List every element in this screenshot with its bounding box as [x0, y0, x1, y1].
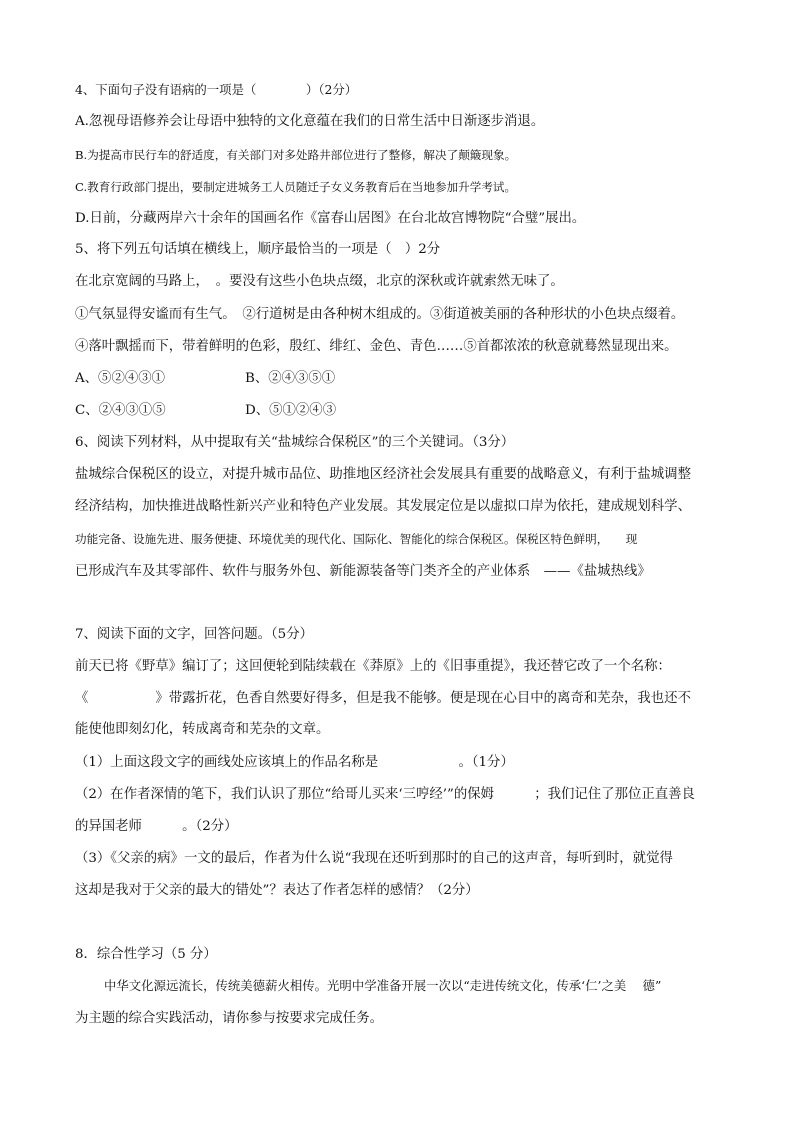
q4-option-a: A.忽视母语修养会让母语中独特的文化意蕴在我们的日常生活中日渐逐步消退。	[75, 114, 545, 129]
q4-option-d: D.日前，分藏两岸六十余年的国画名作《富春山居图》在台北故宫博物院“合璧”展出。	[75, 211, 586, 226]
q8-title: 8．综合性学习（5 分）	[75, 947, 217, 962]
q7-subquestion-3a: （3）《父亲的病》一文的最后，作者为什么说“我现在还听到那时的自己的这声音，每听到时，就觉得	[75, 851, 673, 866]
q5-option-b: B、②④③⑤①	[245, 371, 336, 386]
q7-passage-3: 能使他即刻幻化，转成离奇和芜杂的文章。	[75, 722, 330, 737]
q7-passage-1: 前天已将《野草》编订了；这回便轮到陆续载在《莽原》上的《旧事重提》，我还替它改了一个名称：	[75, 659, 671, 674]
q5-sentences-1: ①气氛显得安谧而有生气。 ②行道树是由各种树木组成的。③街道被美丽的各种形状的小色块点缀着。	[75, 307, 685, 322]
q8-paragraph-1: 中华文化源远流长，传统美德薪火相传。光明中学准备开展一次以“走进传统文化，传承‘仁’之美 德”	[104, 978, 662, 993]
q7-title: 7、阅读下面的文字，回答问题。（5分）	[75, 627, 313, 642]
q5-option-a: A、⑤②④③①	[75, 371, 166, 386]
q8-paragraph-2: 为主题的综合实践活动，请你参与按要求完成任务。	[75, 1011, 383, 1026]
q7-passage-2: 《 》带露折花，色香自然要好得多，但是我不能够。便是现在心目中的离奇和芜杂，我也还不	[75, 691, 691, 706]
q5-option-d: D、⑤①②④③	[245, 403, 337, 418]
q5-title: 5、将下列五句话填在横线上，顺序最恰当的一项是（ ）2分	[75, 242, 441, 257]
q5-option-c: C、②④③①⑤	[75, 403, 166, 418]
q4-option-b: B.为提高市民行车的舒适度，有关部门对多处路井部位进行了整修，解决了颠簸现象。	[75, 148, 517, 162]
q6-paragraph-3: 功能完备、设施先进、服务便捷、环境优美的现代化、国际化、智能化的综合保税区。保税区特色鲜明， 现	[75, 532, 638, 546]
q4-option-c: C.教育行政部门提出，要制定进城务工人员随迁子女义务教育后在当地参加升学考试。	[75, 180, 517, 194]
q6-paragraph-4: 已形成汽车及其零部件、软件与服务外包、新能源装备等门类齐全的产业体系 ——《盐城热线》	[75, 564, 651, 579]
q7-subquestion-2a: （2）在作者深情的笔下，我们认识了那位“给哥儿买来‘三哼经’”的保姆 ；我们记住了那位正直善良	[75, 787, 695, 802]
q6-paragraph-1: 盐城综合保税区的设立，对提升城市品位、助推地区经济社会发展具有重要的战略意义，有利于盐城调整	[75, 467, 691, 482]
q6-paragraph-2: 经济结构，加快推进战略性新兴产业和特色产业发展。其发展定位是以虚拟口岸为依托，建成规划科学、	[75, 499, 691, 514]
q4-title: 4、下面句子没有语病的一项是（ ）（2分）	[75, 82, 358, 97]
q7-subquestion-1: （1）上面这段文字的画线处应该填上的作品名称是 。（1分）	[75, 755, 514, 770]
q7-subquestion-2b: 的异国老师 。（2分）	[75, 819, 238, 834]
q7-subquestion-3b: 这却是我对于父亲的最大的错处”？表达了作者怎样的感情？（2分）	[75, 883, 479, 898]
q5-stem: 在北京宽阔的马路上， 。要没有这些小色块点缀，北京的深秋或许就索然无味了。	[75, 274, 564, 289]
q5-sentences-2: ④落叶飘摇而下，带着鲜明的色彩，殷红、绯红、金色、青色……⑤首都浓浓的秋意就蓦然显现出来。	[75, 339, 678, 354]
q6-title: 6、阅读下列材料，从中提取有关“盐城综合保税区”的三个关键词。（3分）	[75, 435, 515, 450]
